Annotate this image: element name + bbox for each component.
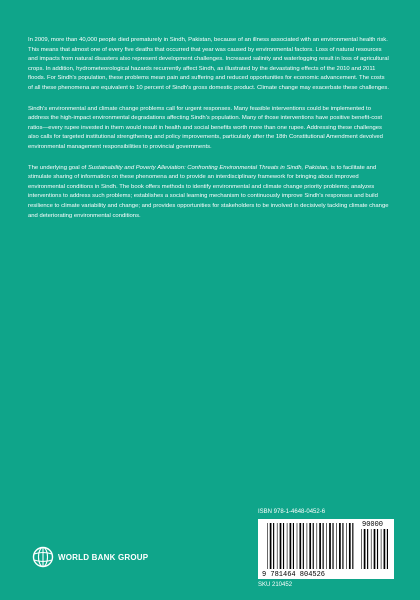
barcode-bar bbox=[384, 529, 386, 569]
barcode-bar bbox=[267, 523, 268, 569]
barcode-bar bbox=[297, 523, 298, 569]
paragraph-3-body: is to facilitate and stimulate sharing of information on these phenomena and to provide an interdisciplinary framework for bringing about improved environmental conditions in Sindh. The book offers methods to identify environmental and climate change priority problems; analyzes interventions to address such problems; establishes a social learning mechanism to continuously improve Sindh's responses and build resilience to climate variability and change; and provides opportunities for stakeholders to be involved in decisively tackling climate change and deteriorating environmental conditions. bbox=[28, 164, 389, 219]
barcode-addon-bars bbox=[361, 529, 388, 569]
barcode-main-bars bbox=[267, 523, 353, 569]
paragraph-1: In 2009, more than 40,000 people died prematurely in Sindh, Pakistan, because of an illness associated with an environmental health risk. This means that almost one of every five deaths that occurred that year was caused by environmental factors. Loss of natural resources and impacts from natural disasters also represent development challenges. Increased salinity and waterlogging result in loss of agricultural crops. In addition, hydrometeorological hazards recurrently affect Sindh, as illustrated by the devastating effects of the 2010 and 2011 floods. For Sindh's population, these problems mean pain and suffering and reduced opportunities for economic advancement. The costs of all these phenomena are equivalent to 10 percent of Sindh's gross domestic product. Climate change may exacerbate these challenges. bbox=[28, 37, 389, 91]
paragraph-3 bbox=[28, 164, 390, 222]
barcode-bar bbox=[299, 523, 301, 569]
barcode-bar bbox=[364, 529, 366, 569]
barcode-bar bbox=[349, 523, 351, 569]
barcode-bar bbox=[303, 523, 304, 569]
barcode-bar bbox=[283, 523, 284, 569]
paragraph-2: Sindh's environmental and climate change problems call for urgent responses. Many feasible interventions could be implemented to address the high-impact environmental degradations affecting Sindh's population. Many of those interventions have positive benefit-cost ratios—every rupee invested in them would result in health and social benefits worth more than one rupee. Addressing these challenges also calls for targeted institutional strengthening and policy improvements, particularly after the 18th Constitutional Amendment devolved environmental management responsibilities to provincial governments. bbox=[28, 105, 383, 150]
barcode-bar bbox=[332, 523, 333, 569]
barcode-bar bbox=[317, 523, 318, 569]
barcode-bar bbox=[374, 529, 376, 569]
barcode-bar bbox=[339, 523, 341, 569]
barcode-bar bbox=[287, 523, 288, 569]
paragraph-3-intro: The underlying goal of bbox=[28, 164, 88, 171]
barcode-bar bbox=[309, 523, 311, 569]
barcode bbox=[258, 519, 394, 579]
barcode-bar bbox=[323, 523, 324, 569]
barcode-bar bbox=[319, 523, 321, 569]
description-text bbox=[28, 36, 390, 232]
barcode-bar bbox=[336, 523, 337, 569]
barcode-block bbox=[258, 508, 394, 589]
barcode-bar bbox=[290, 523, 292, 569]
barcode-bar bbox=[277, 523, 278, 569]
barcode-bar bbox=[307, 523, 308, 569]
barcode-bar bbox=[381, 529, 382, 569]
book-title-italic: Sustainability and Poverty Alleviation: Confronting Environmental Threats in Sindh, Pakistan, bbox=[87, 164, 330, 171]
barcode-bar bbox=[371, 529, 372, 569]
barcode-addon-digits: 90000 bbox=[362, 521, 384, 529]
barcode-main-digits: 9 781464 804526 bbox=[262, 571, 326, 579]
barcode-bar bbox=[377, 529, 378, 569]
sku-text: SKU 210452 bbox=[258, 582, 293, 588]
barcode-bar bbox=[326, 523, 327, 569]
barcode-bar bbox=[342, 523, 343, 569]
barcode-bar bbox=[352, 523, 353, 569]
barcode-bar bbox=[280, 523, 282, 569]
barcode-bar bbox=[361, 529, 362, 569]
barcode-bar bbox=[293, 523, 294, 569]
logo-text: WORLD BANK GROUP bbox=[58, 552, 149, 562]
globe-icon bbox=[32, 546, 54, 568]
barcode-graphic bbox=[258, 519, 394, 579]
world-bank-logo bbox=[32, 546, 148, 568]
barcode-bar bbox=[367, 529, 368, 569]
barcode-bar bbox=[273, 523, 274, 569]
barcode-bar bbox=[313, 523, 314, 569]
barcode-bar bbox=[270, 523, 272, 569]
isbn-text: ISBN 978-1-4648-0452-6 bbox=[258, 509, 326, 515]
barcode-bar bbox=[387, 529, 388, 569]
barcode-bar bbox=[329, 523, 331, 569]
barcode-bar bbox=[346, 523, 347, 569]
